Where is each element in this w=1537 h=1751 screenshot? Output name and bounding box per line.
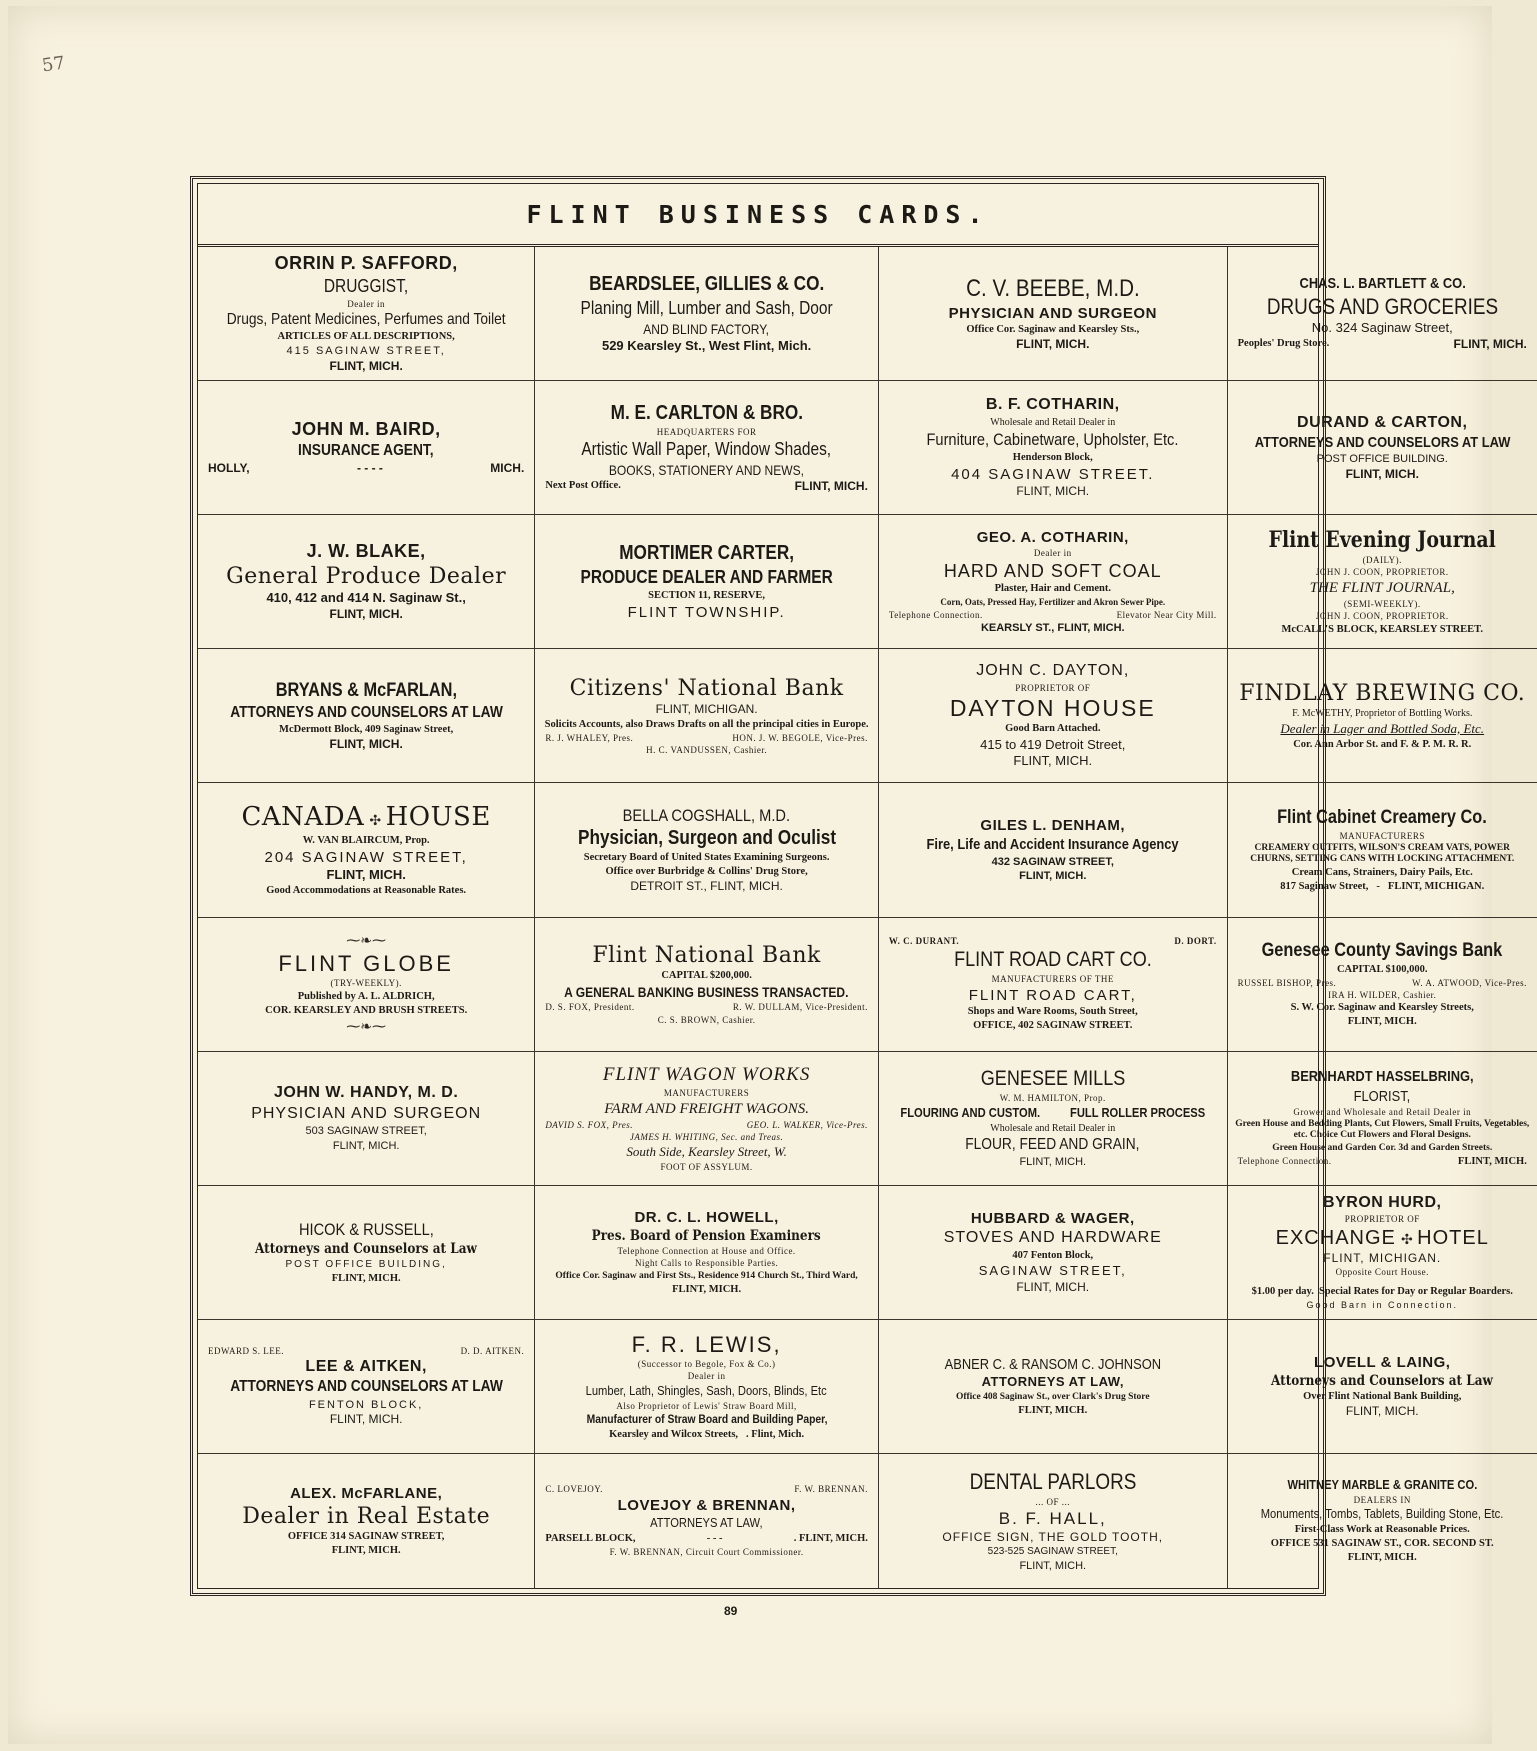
- diamond-ornament-icon: ✣: [369, 812, 386, 829]
- card-line: DAYTON HOUSE: [949, 695, 1156, 722]
- card-howell: [535, 1186, 879, 1320]
- card-line: OFFICE 314 SAGINAW STREET,: [287, 1531, 445, 1543]
- card-line: Good Barn in Connection.: [1306, 1300, 1459, 1311]
- card-mortimer-carter: [535, 515, 879, 649]
- card-line: MANUFACTURERS OF THE: [991, 974, 1114, 985]
- card-name: GEO. A. COTHARIN,: [976, 528, 1129, 546]
- card-line: FULL ROLLER PROCESS: [1070, 1104, 1206, 1120]
- card-name: CANADA: [241, 801, 365, 832]
- card-line: Wholesale and Retail Dealer in: [990, 416, 1116, 428]
- card-mcfarlane: [198, 1454, 535, 1588]
- card-beardslee: [535, 247, 879, 381]
- card-row: [1234, 881, 1531, 893]
- card-line: ATTORNEYS AND COUNSELORS AT LAW: [229, 703, 503, 721]
- card-line: MANUFACTURERS: [663, 1088, 750, 1099]
- card-name-row: [242, 803, 491, 833]
- card-line: First-Class Work at Reasonable Prices.: [1294, 1523, 1470, 1535]
- card-line: - - - -: [356, 461, 383, 476]
- card-line: HARD AND SOFT COAL: [943, 560, 1162, 581]
- card-line: CAPITAL $100,000.: [1336, 963, 1428, 975]
- card-line: . FLINT, MICH.: [793, 1533, 868, 1544]
- card-line: Monuments, Tombs, Tablets, Building Stone, Etc.: [1260, 1506, 1504, 1522]
- card-line: ARTICLES OF ALL DESCRIPTIONS,: [277, 331, 455, 343]
- card-line: (Successor to Begole, Fox & Co.): [637, 1359, 776, 1370]
- card-line: Planing Mill, Lumber and Sash, Door: [580, 298, 833, 319]
- card-name: HUBBARD & WAGER,: [970, 1210, 1135, 1228]
- card-line: No. 324 Saginaw Street,: [1311, 320, 1453, 336]
- card-lovell-laing: [1228, 1320, 1537, 1454]
- card-line: Next Post Office.: [545, 479, 621, 491]
- card-canada-house: [198, 783, 535, 917]
- card-safford: [198, 247, 535, 381]
- card-line: FLINT, MICH.: [1018, 1404, 1088, 1416]
- card-whitney-marble: [1228, 1454, 1537, 1588]
- card-line: FLINT, MICH.: [326, 867, 406, 883]
- card-dayton-house: [879, 649, 1228, 783]
- card-line: -: [1376, 880, 1380, 892]
- card-row: [204, 1346, 528, 1356]
- card-line: FLINT, MICH.: [329, 1412, 403, 1427]
- card-line: Furniture, Cabinetware, Upholster, Etc.: [926, 430, 1179, 450]
- card-row: [541, 1533, 872, 1545]
- card-name: Flint National Bank: [592, 942, 821, 968]
- card-rate-row: [1252, 1280, 1513, 1298]
- card-name: CHAS. L. BARTLETT & CO.: [1299, 274, 1466, 292]
- card-line: FLINT, MICH.: [1457, 1155, 1527, 1167]
- card-line: STOVES AND HARDWARE: [943, 1229, 1162, 1247]
- card-line: IRA H. WILDER, Cashier.: [1328, 989, 1437, 1000]
- card-line: BOOKS, STATIONERY AND NEWS,: [609, 461, 805, 478]
- card-name: LOVELL & LAING,: [1314, 1353, 1451, 1371]
- card-name: M. E. CARLTON & BRO.: [610, 401, 803, 424]
- card-genesee-mills: [879, 1052, 1228, 1186]
- card-line: FLORIST,: [1353, 1087, 1411, 1105]
- card-line: Telephone Connection.: [1237, 1155, 1332, 1166]
- card-line: FLINT, MICH.: [1016, 1279, 1090, 1294]
- page-title: FLINT BUSINESS CARDS.: [198, 184, 1318, 247]
- card-line: 523-525 SAGINAW STREET,: [987, 1546, 1118, 1558]
- card-line: 415 SAGINAW STREET,: [286, 345, 446, 358]
- card-line: A GENERAL BANKING BUSINESS TRANSACTED.: [564, 984, 849, 1001]
- card-row: [541, 733, 872, 743]
- card-name: Flint Evening Journal: [1268, 526, 1496, 553]
- card-line: (DAILY).: [1362, 555, 1402, 566]
- card-line: ATTORNEYS AND COUNSELORS AT LAW: [1254, 433, 1511, 451]
- card-name: JOHN M. BAIRD,: [291, 419, 441, 440]
- card-line: PROPRIETOR OF: [1344, 1214, 1420, 1225]
- card-line: Peoples' Drug Store.: [1237, 338, 1330, 350]
- card-row: [885, 1106, 1221, 1121]
- card-line: R. W. DULLAM, Vice-President.: [732, 1002, 868, 1013]
- card-name: HICOK & RUSSELL,: [298, 1219, 434, 1239]
- margin-note: 57: [40, 52, 67, 77]
- card-name: BRYANS & McFARLAN,: [275, 679, 457, 701]
- card-name: MORTIMER CARTER,: [619, 542, 795, 565]
- card-line: PHYSICIAN AND SURGEON: [251, 1104, 482, 1122]
- card-line: Solicits Accounts, also Draws Drafts on all the principal cities in Europe.: [544, 719, 869, 731]
- card-line: OFFICE 531 SAGINAW ST., COR. SECOND ST.: [1270, 1538, 1494, 1550]
- card-line: D. D. AITKEN.: [460, 1345, 525, 1356]
- card-line: Good Accommodations at Reasonable Rates.: [266, 884, 467, 896]
- card-line: Wholesale and Retail Dealer in: [990, 1122, 1116, 1134]
- card-name: DENTAL PARLORS: [969, 1469, 1137, 1495]
- card-row: [541, 1002, 872, 1012]
- card-denham: [879, 783, 1228, 917]
- card-line: OFFICE SIGN, THE GOLD TOOTH,: [942, 1529, 1164, 1544]
- card-line: Published by A. L. ALDRICH,: [297, 990, 435, 1002]
- card-name: ALEX. McFARLANE,: [290, 1484, 443, 1502]
- card-line: C. S. BROWN, Cashier.: [657, 1014, 756, 1025]
- card-line: FLINT, MICH.: [1345, 466, 1419, 481]
- card-line: DETROIT ST., FLINT, MICH.: [630, 879, 783, 894]
- card-line: DAVID S. FOX, Pres.: [545, 1119, 634, 1130]
- card-name: BYRON HURD,: [1323, 1193, 1442, 1211]
- card-line: Also Proprietor of Lewis' Straw Board Mill,: [616, 1400, 797, 1411]
- card-line: ATTORNEYS AT LAW,: [650, 1515, 763, 1531]
- card-line: ... OF ...: [1035, 1496, 1071, 1507]
- card-line: FLINT, MICH.: [1019, 870, 1087, 883]
- card-line: Green House and Bedding Plants, Cut Flowers, Small Fruits, Vegetables, etc. Choice Cut Flowers and Floral Designs.: [1235, 1119, 1530, 1141]
- card-line: FLINT, MICH.: [1019, 1156, 1087, 1169]
- card-durand-carton: [1228, 381, 1537, 515]
- card-line: THE FLINT JOURNAL,: [1309, 579, 1455, 596]
- card-line: 817 Saginaw Street,: [1280, 880, 1369, 892]
- card-line: Fire, Life and Accident Insurance Agency: [926, 836, 1179, 854]
- card-line: Henderson Block,: [1012, 451, 1093, 463]
- card-line: FLINT, MICH.: [1347, 1016, 1417, 1028]
- card-line: R. J. WHALEY, Pres.: [545, 733, 634, 744]
- card-line: JOHN J. COON, PROPRIETOR.: [1315, 567, 1449, 578]
- card-name: ABNER C. & RANSOM C. JOHNSON: [944, 1355, 1161, 1373]
- card-line: . Flint, Mich.: [746, 1428, 805, 1440]
- page: [8, 6, 1530, 1744]
- card-line: ATTORNEYS AT LAW,: [981, 1374, 1124, 1389]
- card-line: Secretary Board of United States Examining Surgeons.: [583, 852, 830, 864]
- card-lee-aitken: [198, 1320, 535, 1454]
- card-line: FLINT, MICHIGAN.: [1387, 880, 1485, 892]
- card-line: FLINT, MICH.: [1013, 753, 1093, 769]
- card-line: South Side, Kearsley Street, W.: [626, 1143, 787, 1159]
- card-line: F. W. BRENNAN.: [794, 1484, 868, 1495]
- card-line: Dealer in: [347, 298, 386, 309]
- card-line: 407 Fenton Block,: [1012, 1249, 1094, 1261]
- card-line: Office Cor. Saginaw and Kearsley Sts.,: [966, 324, 1140, 336]
- card-blake: [198, 515, 535, 649]
- card-line: FLINT TOWNSHIP.: [627, 603, 786, 621]
- card-flint-road-cart: [879, 918, 1228, 1052]
- card-line: MANUFACTURERS: [1339, 830, 1425, 841]
- card-line: Dealer in: [1033, 548, 1072, 559]
- card-line: Corn, Oats, Pressed Hay, Fertilizer and Akron Sewer Pipe.: [940, 597, 1166, 608]
- card-carlton: [535, 381, 879, 515]
- card-name: JOHN W. HANDY, M. D.: [274, 1084, 459, 1102]
- card-name: FLINT GLOBE: [278, 951, 454, 977]
- card-line: F. W. BRENNAN, Circuit Court Commissioner.: [609, 1547, 804, 1558]
- card-line: Office over Burbridge & Collins' Drug Store,: [605, 866, 808, 878]
- card-name: HOUSE: [385, 801, 491, 832]
- card-name: Flint Cabinet Creamery Co.: [1277, 806, 1488, 828]
- card-flint-national-bank: [535, 918, 879, 1052]
- card-line: W. VAN BLAIRCUM, Prop.: [302, 834, 430, 846]
- card-findlay-brewing: [1228, 649, 1537, 783]
- card-line: FLINT, MICH.: [1019, 1559, 1087, 1572]
- card-line: 415 to 419 Detroit Street,: [980, 736, 1126, 752]
- card-line: FLINT, MICHIGAN.: [1323, 1250, 1442, 1265]
- card-line: Plaster, Hair and Cement.: [994, 583, 1111, 595]
- card-baird: [198, 381, 535, 515]
- card-line: DRUGS AND GROCERIES: [1266, 294, 1498, 320]
- card-name: FLINT WAGON WORKS: [602, 1064, 811, 1086]
- card-line: 204 SAGINAW STREET,: [264, 848, 468, 866]
- card-line: McCALL'S BLOCK, KEARSLEY STREET.: [1281, 623, 1484, 635]
- card-line: SECTION 11, RESERVE,: [648, 589, 766, 601]
- card-name: GILES L. DENHAM,: [980, 817, 1126, 835]
- card-bryans-mcfarlan: [198, 649, 535, 783]
- card-line: KEARSLY ST., FLINT, MICH.: [980, 621, 1125, 634]
- card-flint-globe: [198, 918, 535, 1052]
- card-line: - - -: [706, 1533, 723, 1544]
- card-line: FLINT, MICH.: [331, 1545, 401, 1557]
- card-line: W. C. DURANT.: [888, 935, 960, 946]
- card-lewis: [535, 1320, 879, 1454]
- card-johnson: [879, 1320, 1228, 1454]
- card-line: INSURANCE AGENT,: [298, 441, 434, 459]
- card-line: McDermott Block, 409 Saginaw Street,: [279, 724, 454, 736]
- card-line: Green House and Garden Cor. 3d and Garden Streets.: [1272, 1142, 1493, 1153]
- card-line: HON. J. W. BEGOLE, Vice-Pres.: [732, 733, 868, 744]
- card-dental-parlors: [879, 1454, 1228, 1588]
- card-line: GEO. L. WALKER, Vice-Pres.: [746, 1119, 868, 1130]
- card-line: Elevator Near City Mill.: [1116, 609, 1217, 620]
- card-name: JOHN C. DAYTON,: [976, 662, 1130, 680]
- card-bartlett: [1228, 247, 1537, 381]
- card-row: [885, 936, 1221, 946]
- card-line: H. C. VANDUSSEN, Cashier.: [646, 745, 768, 756]
- card-line: Pres. Board of Pension Examiners: [592, 1227, 822, 1244]
- card-name: GENESEE MILLS: [980, 1067, 1126, 1091]
- card-row: [1234, 1156, 1531, 1168]
- card-flint-journal: [1228, 515, 1537, 649]
- card-row: [541, 1120, 872, 1130]
- card-line: Attorneys and Counselors at Law: [1271, 1372, 1494, 1389]
- card-line: FLINT, MICH.: [1347, 1552, 1417, 1564]
- card-line: CREAMERY OUTFITS, WILSON'S CREAM VATS, POWER CHURNS, SETTING CANS WITH LOCKING ATTACHMENT.: [1250, 843, 1515, 864]
- card-line: 503 SAGINAW STREET,: [305, 1124, 427, 1137]
- card-name: ORRIN P. SAFFORD,: [274, 253, 458, 274]
- card-line: W. A. ATWOOD, Vice-Pres.: [1412, 977, 1527, 988]
- card-line: Drugs, Patent Medicines, Perfumes and Toilet: [226, 310, 506, 328]
- card-row: [541, 1484, 872, 1494]
- card-line: FOOT OF ASSYLUM.: [660, 1161, 753, 1172]
- card-line: 410, 412 and 414 N. Saginaw St.,: [266, 590, 466, 606]
- card-line: HOTEL: [1417, 1226, 1489, 1249]
- leaf-ornament-icon: ⁓❧⁓: [346, 933, 387, 950]
- card-line: SAGINAW STREET,: [978, 1262, 1127, 1278]
- card-line: FLINT, MICH.: [329, 607, 403, 622]
- card-line: Physician, Surgeon and Oculist: [577, 827, 836, 850]
- card-line: COR. KEARSLEY AND BRUSH STREETS.: [265, 1004, 468, 1016]
- card-line: D. DORT.: [1174, 935, 1217, 946]
- card-name: Genesee County Savings Bank: [1261, 939, 1503, 961]
- card-line: 404 SAGINAW STREET.: [951, 465, 1155, 483]
- card-line: PHYSICIAN AND SURGEON: [948, 304, 1157, 322]
- card-name: F. R. LEWIS,: [631, 1331, 782, 1357]
- card-row: [204, 462, 528, 476]
- card-line: FLOUR, FEED AND GRAIN,: [965, 1136, 1140, 1154]
- card-name: FLINT ROAD CART CO.: [953, 948, 1152, 972]
- card-line: Manufacturer of Straw Board and Building Paper,: [586, 1412, 828, 1427]
- card-row: [885, 610, 1221, 620]
- card-line: C. LOVEJOY.: [545, 1484, 603, 1495]
- card-line: EXCHANGE: [1275, 1226, 1396, 1249]
- card-exchange-hotel: [1228, 1186, 1537, 1320]
- card-line: FLINT, MICH.: [1345, 1404, 1419, 1419]
- card-line: Kearsley and Wilcox Streets,: [609, 1428, 739, 1440]
- card-name: Citizens' National Bank: [569, 675, 844, 701]
- card-line: FLINT, MICHIGAN.: [655, 702, 758, 717]
- card-name: FINDLAY BREWING CO.: [1239, 680, 1526, 706]
- card-line: FLINT, MICH.: [329, 359, 403, 374]
- card-line: JOHN J. COON, PROPRIETOR.: [1315, 611, 1449, 622]
- card-row: [1234, 338, 1531, 352]
- card-line: Telephone Connection at House and Office.: [617, 1246, 796, 1257]
- card-line: Artistic Wall Paper, Window Shades,: [581, 439, 832, 460]
- card-name: BEARDSLEE, GILLIES & CO.: [589, 273, 825, 296]
- card-line: HEADQUARTERS FOR: [656, 426, 757, 437]
- card-hasselbring: [1228, 1052, 1537, 1186]
- frame-inner: [197, 183, 1530, 1589]
- card-name: J. W. BLAKE,: [306, 541, 426, 562]
- card-line: FLINT ROAD CART,: [968, 986, 1137, 1004]
- card-line: EDWARD S. LEE.: [208, 1345, 284, 1356]
- page-number: 89: [724, 1604, 738, 1618]
- card-line: F. McWETHY, Proprietor of Bottling Works.: [1292, 708, 1473, 720]
- card-row: [1234, 978, 1531, 988]
- card-line: AND BLIND FACTORY,: [643, 320, 770, 337]
- card-handy: [198, 1052, 535, 1186]
- cards-grid: [198, 247, 1530, 1588]
- card-line: JAMES H. WHITING, Sec. and Treas.: [629, 1132, 784, 1143]
- card-line: ATTORNEYS AND COUNSELORS AT LAW: [229, 1378, 503, 1396]
- card-name: BERNHARDT HASSELBRING,: [1290, 1068, 1474, 1086]
- card-line: FLINT, MICH.: [331, 1272, 401, 1284]
- card-line: FLINT, MICH.: [672, 1283, 742, 1295]
- card-geo-cotharin: [879, 515, 1228, 649]
- card-line: FLOURING AND CUSTOM.: [900, 1104, 1041, 1120]
- card-line: Dealer in Real Estate: [242, 1503, 491, 1529]
- card-line: Attorneys and Counselors at Law: [255, 1241, 478, 1258]
- card-line: Office 408 Saginaw St., over Clark's Drug Store: [955, 1391, 1150, 1402]
- card-line: W. M. HAMILTON, Prop.: [999, 1093, 1106, 1104]
- card-name: LEE & AITKEN,: [305, 1357, 427, 1375]
- card-line: HOLLY,: [208, 461, 250, 476]
- card-lovejoy-brennan: [535, 1454, 879, 1588]
- card-line: Cream Cans, Strainers, Dairy Pails, Etc.: [1291, 866, 1473, 878]
- card-line: $1.00 per day.: [1251, 1285, 1314, 1297]
- card-line: General Produce Dealer: [226, 564, 507, 590]
- card-bf-cotharin: [879, 381, 1228, 515]
- card-line: FLINT, MICH.: [1016, 484, 1090, 499]
- card-beebe: [879, 247, 1228, 381]
- card-line: FLINT, MICH.: [1453, 337, 1527, 352]
- card-line: D. S. FOX, President.: [545, 1002, 635, 1013]
- card-line: PARSELL BLOCK,: [545, 1533, 636, 1544]
- card-name: DURAND & CARTON,: [1297, 413, 1468, 431]
- card-hicok-russell: [198, 1186, 535, 1320]
- card-line: Opposite Court House.: [1335, 1267, 1429, 1278]
- card-line: S. W. Cor. Saginaw and Kearsley Streets,: [1290, 1002, 1474, 1014]
- card-citizens-bank: [535, 649, 879, 783]
- card-row: [541, 480, 872, 494]
- card-flint-cabinet-creamery: [1228, 783, 1537, 917]
- card-line: Good Barn Attached.: [1005, 723, 1101, 735]
- card-line: Special Rates for Day or Regular Boarders.: [1318, 1285, 1513, 1297]
- card-line: FENTON BLOCK,: [308, 1398, 424, 1411]
- card-row: [541, 1429, 872, 1441]
- card-line: PRODUCE DEALER AND FARMER: [580, 567, 833, 588]
- card-line: FLINT, MICH.: [1016, 337, 1090, 352]
- card-line: (SEMI-WEEKLY).: [1343, 598, 1421, 609]
- card-line: Office Cor. Saginaw and First Sts., Residence 914 Church St., Third Ward,: [555, 1270, 858, 1281]
- card-line: FLINT, MICH.: [329, 737, 403, 752]
- card-name: C. V. BEEBE, M.D.: [965, 275, 1140, 303]
- card-line: Dealer in Lager and Bottled Soda, Etc.: [1280, 720, 1485, 736]
- card-line: CAPITAL $200,000.: [661, 970, 752, 982]
- card-line: B. F. HALL,: [998, 1509, 1107, 1529]
- card-line: Lumber, Lath, Shingles, Sash, Doors, Blinds, Etc: [586, 1382, 828, 1398]
- card-line: Grower and Wholesale and Retail Dealer in: [1293, 1106, 1472, 1117]
- card-line: DRUGGIST,: [324, 275, 409, 296]
- card-hubbard-wager: [879, 1186, 1228, 1320]
- card-line: Night Calls to Responsible Parties.: [634, 1258, 779, 1269]
- card-name: DR. C. L. HOWELL,: [634, 1208, 779, 1226]
- card-line: Cor. Ann Arbor St. and F. & P. M. R. R.: [1293, 738, 1472, 750]
- card-name: LOVEJOY & BRENNAN,: [617, 1496, 796, 1514]
- card-line: FARM AND FREIGHT WAGONS.: [604, 1100, 809, 1117]
- card-name: B. F. COTHARIN,: [985, 396, 1120, 414]
- card-line: RUSSEL BISHOP, Pres.: [1237, 977, 1337, 988]
- card-line: Dealer in: [687, 1371, 726, 1382]
- card-line: POST OFFICE BUILDING,: [285, 1259, 447, 1271]
- card-line: (TRY-WEEKLY).: [330, 978, 402, 989]
- leaf-ornament-icon: ⁓❧⁓: [346, 1018, 387, 1035]
- card-line: POST OFFICE BUILDING.: [1316, 453, 1448, 466]
- card-flint-wagon-works: [535, 1052, 879, 1186]
- card-line: PROPRIETOR OF: [1015, 682, 1091, 693]
- card-line: Over Flint National Bank Building,: [1303, 1391, 1462, 1403]
- card-line: FLINT, MICH.: [794, 478, 868, 493]
- card-line: FLINT, MICH.: [332, 1139, 400, 1152]
- card-line: DEALERS IN: [1353, 1494, 1411, 1505]
- card-name: BELLA COGSHALL, M.D.: [622, 805, 791, 825]
- card-line: 432 SAGINAW STREET,: [991, 855, 1114, 868]
- card-line: Telephone Connection.: [888, 609, 983, 620]
- card-name: WHITNEY MARBLE & GRANITE CO.: [1287, 1476, 1478, 1492]
- card-line: Shops and Ware Rooms, South Street,: [967, 1006, 1138, 1018]
- diamond-ornament-icon: ✣: [1400, 1231, 1418, 1248]
- card-line: MICH.: [490, 461, 525, 476]
- card-line: OFFICE, 402 SAGINAW STREET.: [973, 1020, 1133, 1032]
- card-name-row: [1276, 1227, 1489, 1250]
- card-genesee-savings-bank: [1228, 918, 1537, 1052]
- business-cards-frame: [190, 176, 1530, 1596]
- card-line: 529 Kearsley St., West Flint, Mich.: [601, 337, 812, 353]
- card-cogshall: [535, 783, 879, 917]
